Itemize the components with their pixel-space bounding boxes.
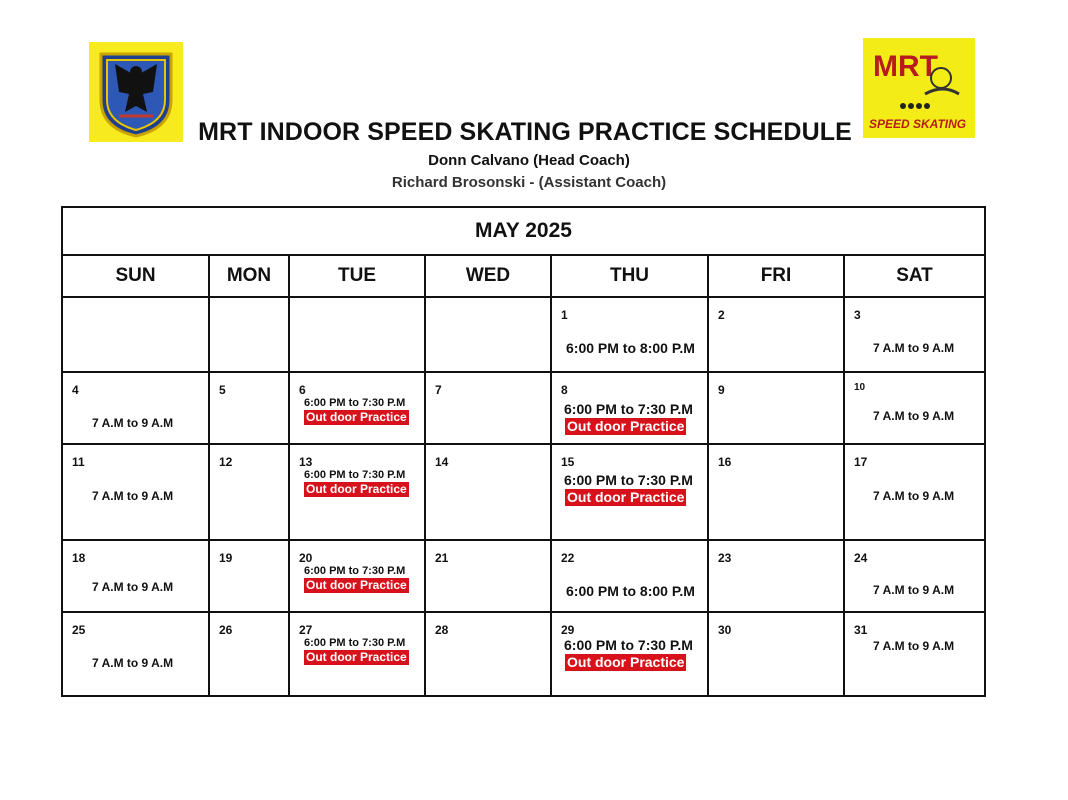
weekday-mon: MON (210, 256, 290, 296)
day-number: 18 (72, 551, 86, 565)
practice-time: 6:00 PM to 7:30 P.M (564, 401, 693, 417)
day-cell (290, 445, 426, 539)
day-number: 15 (561, 455, 575, 469)
day-cell (426, 541, 552, 611)
day-number: 31 (854, 623, 868, 637)
outdoor-practice-badge: Out door Practice (306, 578, 407, 592)
day-number: 28 (435, 623, 449, 637)
day-cell (210, 445, 290, 539)
day-cell (290, 613, 426, 695)
head-coach: Donn Calvano (Head Coach) (428, 152, 630, 169)
day-cell (290, 373, 426, 443)
day-cell (552, 373, 709, 443)
outdoor-practice-badge: Out door Practice (567, 418, 685, 434)
day-number: 13 (299, 455, 313, 469)
calendar-grid (61, 206, 986, 697)
practice-time: 6:00 PM to 7:30 P.M (564, 472, 693, 488)
day-number: 24 (854, 551, 868, 565)
logo-text-mrt: MRT (873, 50, 938, 83)
weekday-fri: FRI (709, 256, 845, 296)
day-cell (426, 445, 552, 539)
outdoor-practice-badge: Out door Practice (567, 489, 685, 505)
day-cell (63, 541, 210, 611)
practice-time: 7 A.M to 9 A.M (873, 639, 955, 653)
practice-time: 6:00 PM to 7:30 P.M (304, 637, 406, 649)
day-number: 27 (299, 623, 313, 637)
page-title: MRT INDOOR SPEED SKATING PRACTICE SCHEDULE (198, 118, 852, 146)
day-number: 12 (219, 455, 233, 469)
day-number: 22 (561, 551, 575, 565)
day-cell (426, 613, 552, 695)
day-cell (552, 445, 709, 539)
day-number: 8 (561, 383, 568, 397)
day-number: 19 (219, 551, 233, 565)
practice-time: 7 A.M to 9 A.M (92, 416, 174, 430)
day-cell (845, 298, 984, 371)
week-row-1 (63, 298, 984, 373)
day-number: 11 (72, 455, 85, 469)
day-cell (210, 541, 290, 611)
day-cell (709, 373, 845, 443)
day-cell (426, 373, 552, 443)
day-cell (210, 613, 290, 695)
day-number: 23 (718, 551, 732, 565)
day-cell (709, 445, 845, 539)
day-number: 20 (299, 551, 313, 565)
day-number: 16 (718, 455, 732, 469)
day-number: 10 (854, 382, 866, 393)
weekday-sat: SAT (896, 265, 933, 286)
weekday-thu: THU (552, 256, 709, 296)
day-cell (63, 613, 210, 695)
day-number: 25 (72, 623, 86, 637)
day-cell (845, 613, 984, 695)
day-cell (845, 373, 984, 443)
day-cell-empty (290, 298, 426, 371)
day-cell (210, 373, 290, 443)
practice-time: 7 A.M to 9 A.M (873, 341, 955, 355)
day-cell-empty (210, 298, 290, 371)
week-row-2 (63, 373, 984, 445)
day-cell (709, 541, 845, 611)
day-cell (552, 541, 709, 611)
day-number: 9 (718, 383, 725, 397)
practice-time: 7 A.M to 9 A.M (873, 583, 955, 597)
day-number: 3 (854, 308, 861, 322)
day-cell (709, 613, 845, 695)
day-number: 17 (854, 455, 868, 469)
day-cell (290, 541, 426, 611)
practice-time: 6:00 PM to 7:30 P.M (304, 565, 406, 577)
logo-text-speed-skating: SPEED SKATING (869, 117, 967, 131)
practice-time: 7 A.M to 9 A.M (92, 489, 174, 503)
day-cell (709, 298, 845, 371)
day-cell-empty (426, 298, 552, 371)
outdoor-practice-badge: Out door Practice (306, 650, 407, 664)
day-number: 14 (435, 455, 449, 469)
day-number: 4 (72, 383, 79, 397)
month-title: MAY 2025 (63, 208, 984, 256)
day-number: 26 (219, 623, 233, 637)
practice-time: 6:00 PM to 8:00 P.M (566, 340, 695, 356)
practice-time: 6:00 PM to 7:30 P.M (564, 637, 693, 653)
outdoor-practice-badge: Out door Practice (306, 482, 407, 496)
day-cell (845, 541, 984, 611)
practice-time: 6:00 PM to 7:30 P.M (304, 469, 406, 481)
week-row-3 (63, 445, 984, 541)
day-cell (63, 373, 210, 443)
day-cell (552, 298, 709, 371)
day-number: 21 (435, 551, 449, 565)
weekday-tue: TUE (290, 256, 426, 296)
practice-time: 6:00 PM to 8:00 P.M (566, 583, 695, 599)
day-cell (552, 613, 709, 695)
day-number: 7 (435, 383, 442, 397)
practice-time: 7 A.M to 9 A.M (92, 656, 174, 670)
practice-time: 7 A.M to 9 A.M (873, 409, 955, 423)
practice-time: 6:00 PM to 7:30 P.M (304, 397, 406, 409)
weekday-wed: WED (426, 256, 552, 296)
day-number: 29 (561, 623, 575, 637)
day-number: 30 (718, 623, 732, 637)
day-cell (63, 445, 210, 539)
weekday-header-row (63, 256, 984, 298)
week-row-5 (63, 613, 984, 695)
day-number: 5 (219, 383, 226, 397)
day-cell (845, 445, 984, 539)
outdoor-practice-badge: Out door Practice (567, 654, 685, 670)
weekday-sun: SUN (63, 256, 210, 296)
day-number: 1 (561, 308, 568, 322)
day-number: 6 (299, 383, 306, 397)
outdoor-practice-badge: Out door Practice (306, 410, 407, 424)
week-row-4 (63, 541, 984, 613)
practice-time: 7 A.M to 9 A.M (873, 489, 955, 503)
practice-time: 7 A.M to 9 A.M (92, 580, 174, 594)
day-cell-empty (63, 298, 210, 371)
day-number: 2 (718, 308, 725, 322)
assistant-coach: Richard Brosonski - (Assistant Coach) (391, 174, 667, 191)
